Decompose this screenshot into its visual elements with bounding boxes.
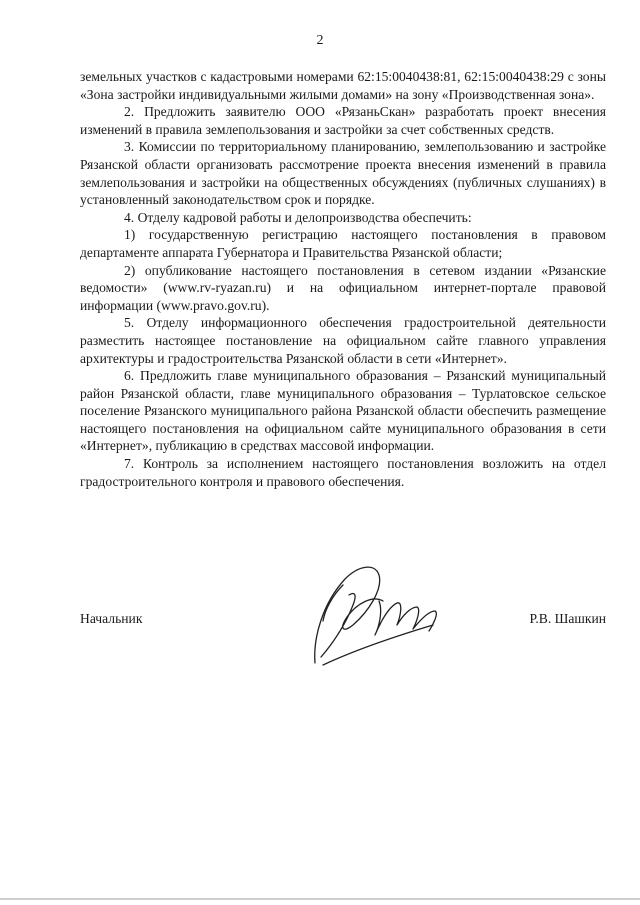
page-edge-line [0,898,640,900]
paragraph-continuation: земельных участков с кадастровыми номерами 62:15:0040438:81, 62:15:0040438:29 с зоны «Зона застройки индивидуальными жилыми домами» на зону «Производственная зона». [80,69,606,102]
paragraph-item-6: 6. Предложить главе муниципального образования – Рязанский муниципальный район Рязанской области, главе муниципального образования – Турлатовское сельское поселение Рязанского муниципального района Рязанской области обеспечить размещение настоящего постановления на официальном сайте муниципального образования в сети «Интернет», публикацию в средствах массовой информации. [80,368,606,454]
paragraph-item-5: 5. Отделу информационного обеспечения градостроительной деятельности разместить настоящее постановление на официальном сайте главного управления архитектуры и градостроительства Рязанской области в сети «Интернет». [80,315,606,366]
paragraph-item-2: 2. Предложить заявителю ООО «РязаньСкан» разработать проект внесения изменений в правила землепользования и застройки за счет собственных средств. [80,104,606,137]
paragraph-item-7: 7. Контроль за исполнением настоящего постановления возложить на отдел градостроительного контроля и правового обеспечения. [80,456,606,489]
signatory-title: Начальник [80,611,143,626]
paragraph-subitem-2: 2) опубликование настоящего постановления в сетевом издании «Рязанские ведомости» (www.rv-ryazan.ru) и на официальном интернет-портале правовой информации (www.pravo.gov.ru). [80,262,606,313]
paragraph-item-3: 3. Комиссии по территориальному планированию, землепользованию и застройке Рязанской области организовать рассмотрение проекта внесения изменений в правила землепользования и застройки на общественных обсуждениях (публичных слушаниях) в установленный законодательством срок и порядке. [80,139,606,208]
handwritten-signature [283,545,463,685]
page-number: 2 [316,33,324,48]
paragraph-item-4: 4. Отделу кадровой работы и делопроизводства обеспечить: [124,209,472,225]
document-body [80,68,606,490]
paragraph-subitem-1: 1) государственную регистрацию настоящего постановления в правовом департаменте аппарата Губернатора и Правительства Рязанской области; [80,227,606,260]
signatory-name: Р.В. Шашкин [529,611,606,626]
